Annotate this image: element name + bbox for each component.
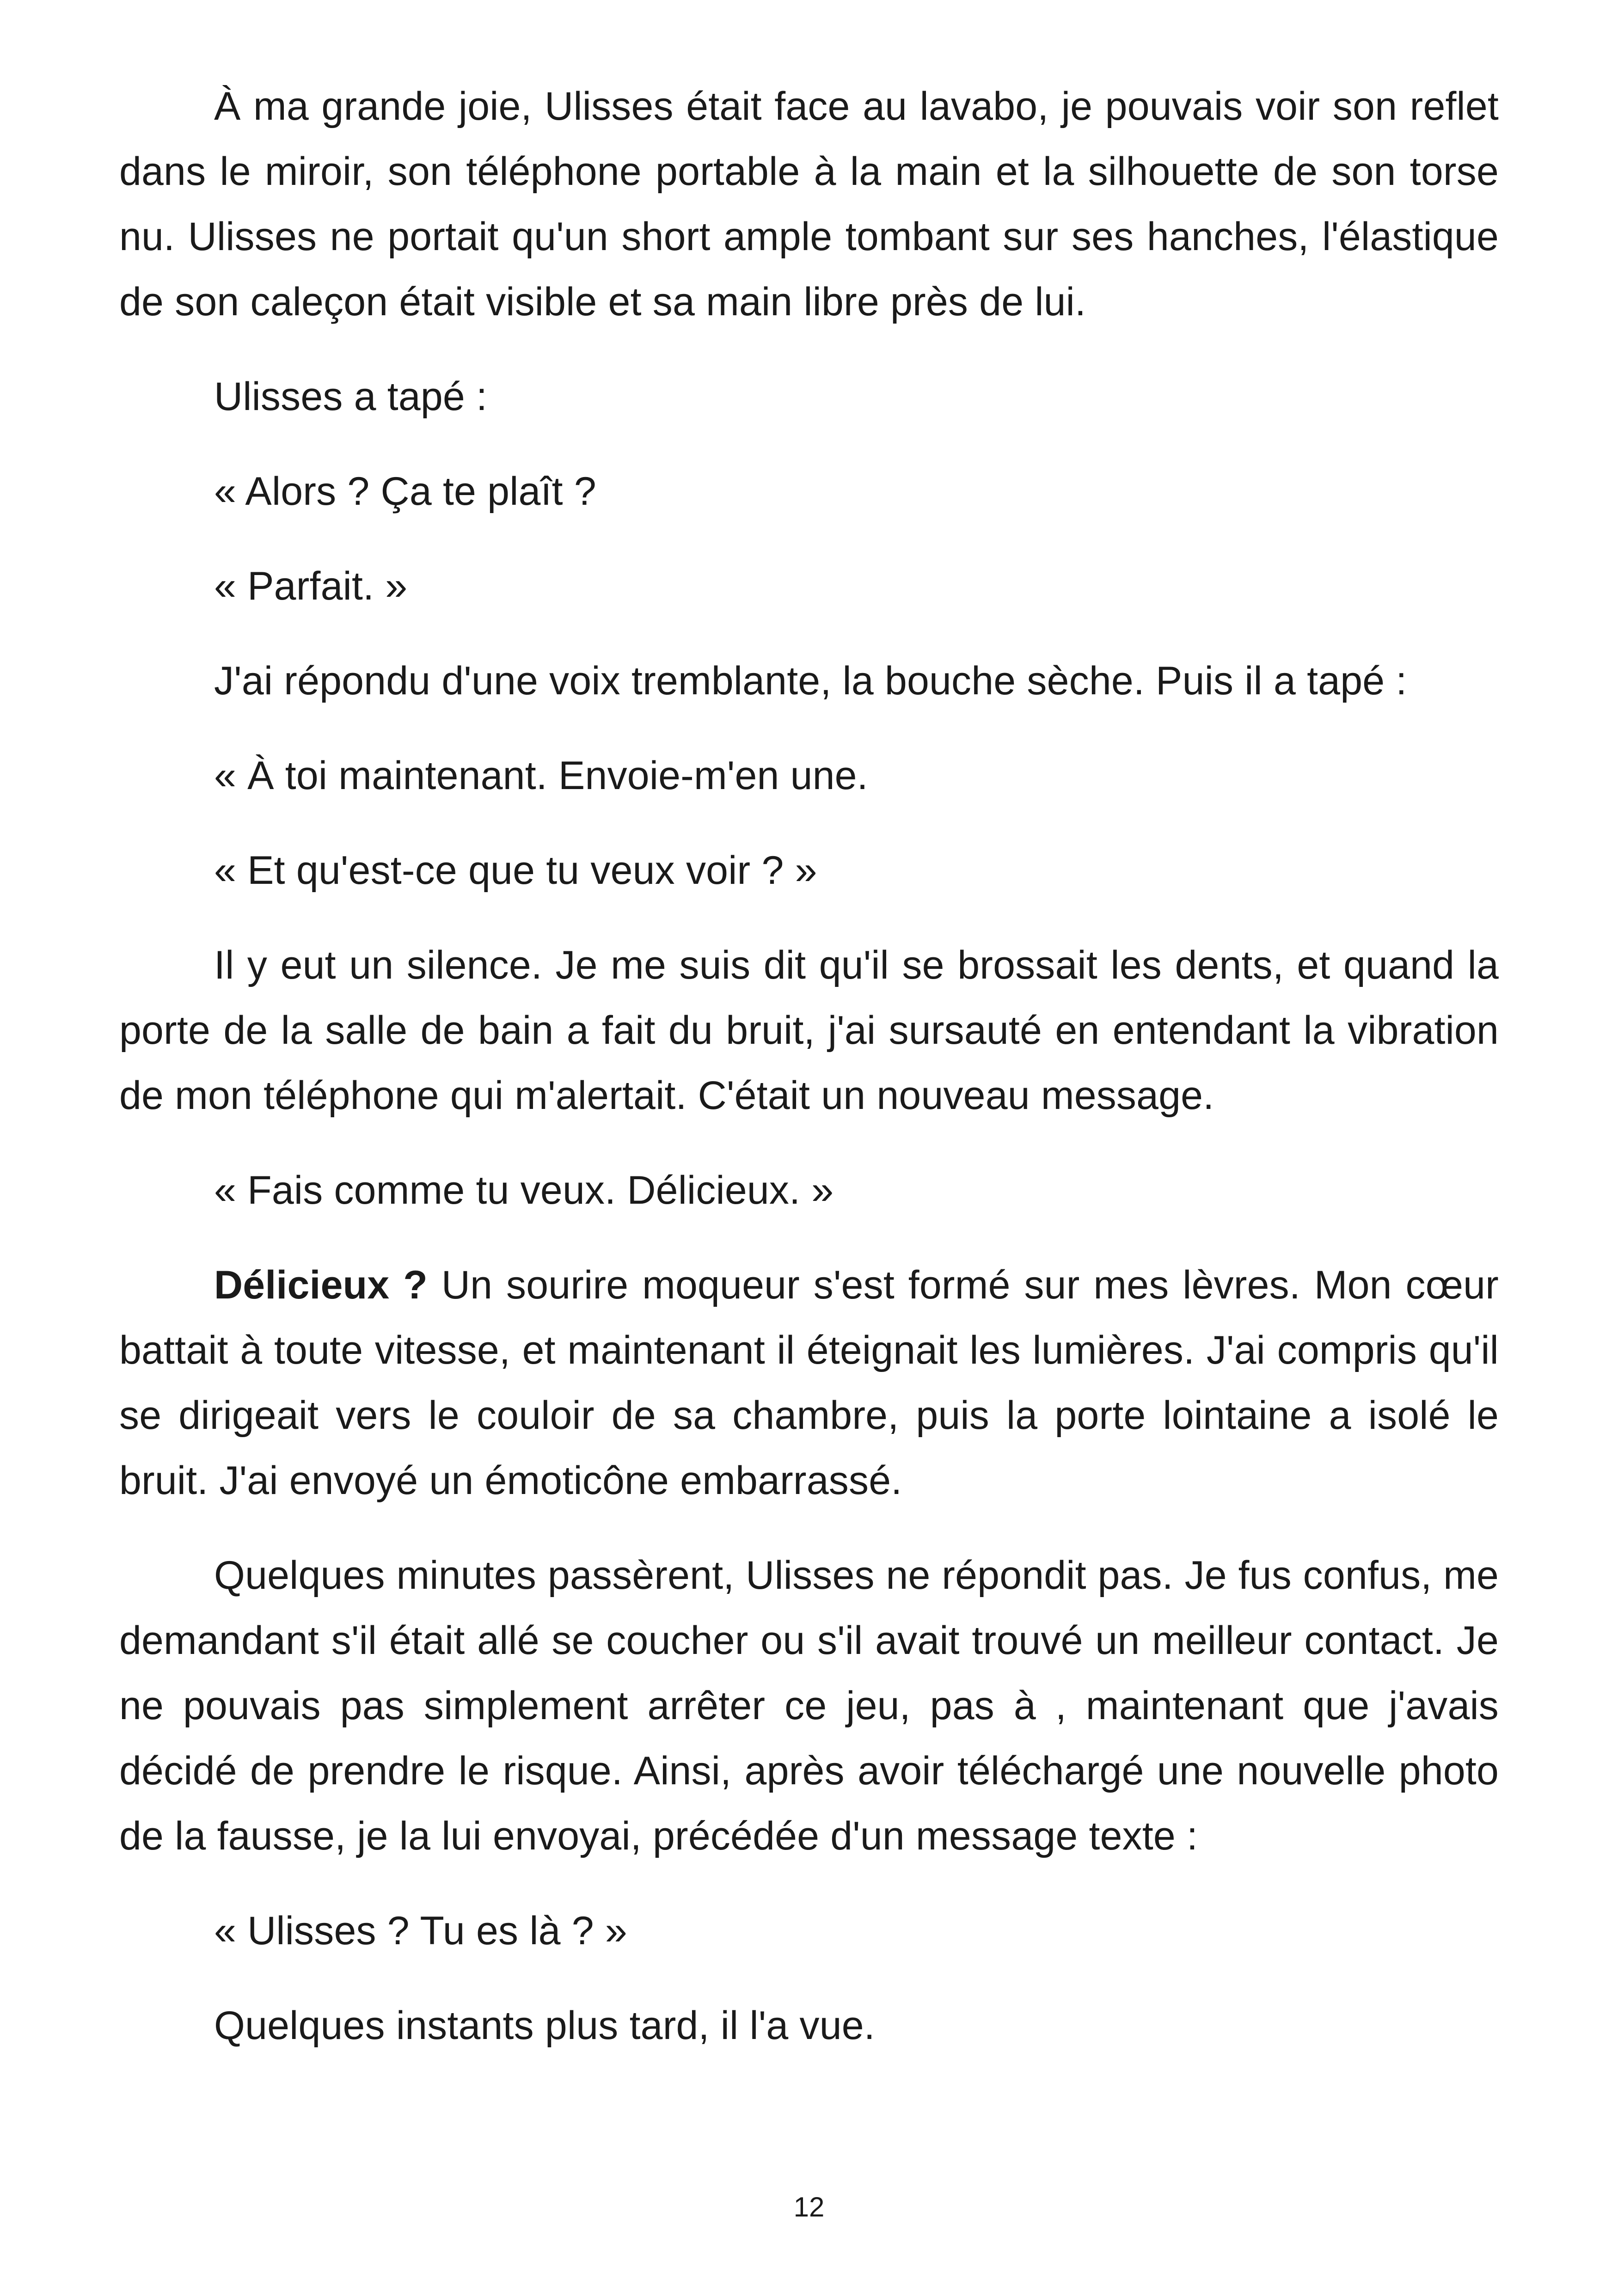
paragraph-4: « Parfait. »: [214, 564, 408, 608]
paragraph-8: Il y eut un silence. Je me suis dit qu'il se brossait les dents, et quand la porte de la salle de bain a fait du bruit, j'ai sursauté en entendant la vibration de mon téléphone qui m'alertait. C'était un nouveau message.: [119, 943, 1499, 1118]
paragraph-7: « Et qu'est-ce que tu veux voir ? »: [214, 848, 817, 893]
paragraph-9: « Fais comme tu veux. Délicieux. »: [214, 1168, 834, 1212]
page-number: 12: [793, 2192, 825, 2223]
paragraph-12: « Ulisses ? Tu es là ? »: [214, 1909, 627, 1953]
bold-emphasis: Délicieux ?: [214, 1263, 428, 1307]
paragraph-6: « À toi maintenant. Envoie-m'en une.: [214, 753, 868, 798]
paragraph-3: « Alors ? Ça te plaît ?: [214, 469, 596, 514]
paragraph-10-text: Un sourire moqueur s'est formé sur mes lèvres. Mon cœur battait à toute vitesse, et maintenant il éteignait les lumières. J'ai compris qu'il se dirigeait vers le couloir de sa chambre, puis la porte lointaine a isolé le bruit. J'ai envoyé un émoticône embarrassé.: [119, 1263, 1499, 1503]
paragraph-10: [119, 1253, 1499, 1513]
paragraph-13: Quelques instants plus tard, il l'a vue.: [214, 2003, 875, 2048]
paragraph-5: J'ai répondu d'une voix tremblante, la bouche sèche. Puis il a tapé :: [214, 659, 1407, 703]
paragraph-11: Quelques minutes passèrent, Ulisses ne répondit pas. Je fus confus, me demandant s'il était allé se coucher ou s'il avait trouvé un meilleur contact. Je ne pouvais pas simplement arrêter ce jeu, pas à , maintenant que j'avais décidé de prendre le risque. Ainsi, après avoir téléchargé une nouvelle photo de la fausse, je la lui envoyai, précédée d'un message texte :: [119, 1553, 1499, 1858]
paragraph-1: À ma grande joie, Ulisses était face au lavabo, je pouvais voir son reflet dans le miroir, son téléphone portable à la main et la silhouette de son torse nu. Ulisses ne portait qu'un short ample tombant sur ses hanches, l'élastique de son caleçon était visible et sa main libre près de lui.: [119, 84, 1499, 324]
document-page: [119, 74, 1499, 2088]
paragraph-2: Ulisses a tapé :: [214, 374, 488, 419]
